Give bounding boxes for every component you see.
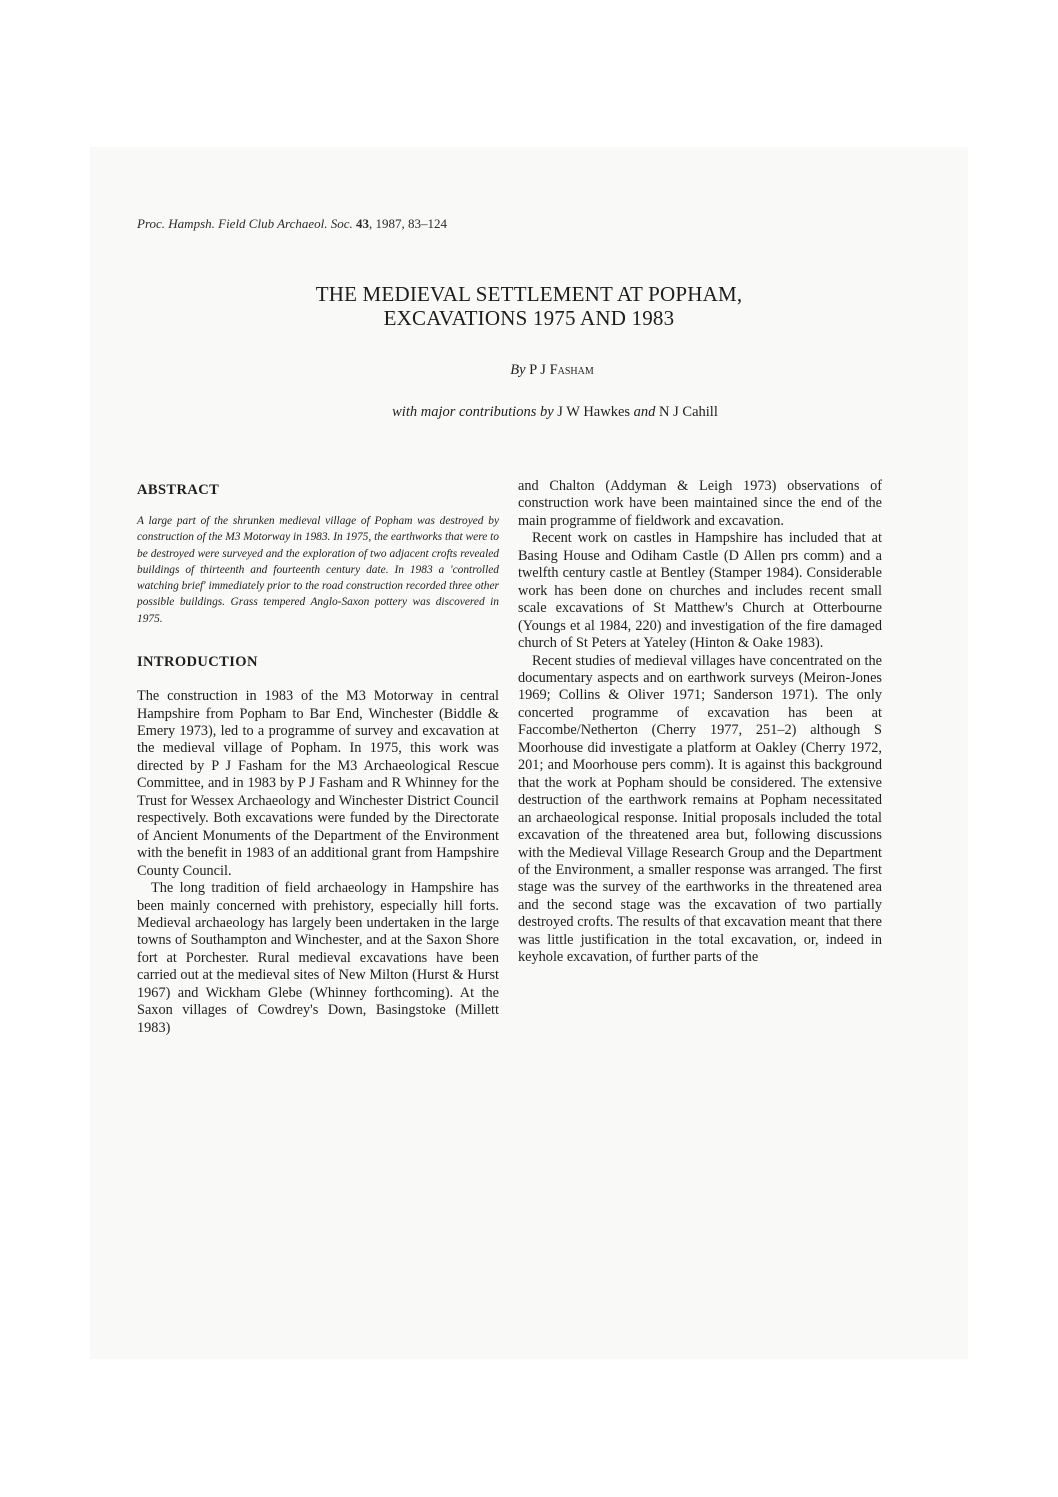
byline-prefix: By [510, 362, 526, 378]
contributors-prefix: with major contributions by [392, 404, 554, 420]
right-paragraph-3: Recent studies of medieval villages have concentrated on the documentary aspects and on earthwork surveys (Meiron-Jones 1969; Collins & Oliver 1971; Sanderson 1971). The only concerted programme of excavation has been at Faccombe/Netherton (Cherry 1977, 251–2) although S Moorhouse did investigate a platform at Oakley (Cherry 1972, 201; and Moorhouse pers comm). It is against this background that the work at Popham should be considered. The extensive destruction of the earthwork remains at Popham necessitated an archaeological response. Initial proposals included the total excavation of the threatened area but, following discussions with the Medieval Village Research Group and the Department of the Environment, a smaller response was arranged. The first stage was the survey of the earthworks in the threatened area and the second stage was the excavation of two partially destroyed crofts. The results of that excavation meant that there was little justification in the total excavation, or, indeed in keyhole excavation, of further parts of the [518, 652, 882, 966]
left-column [137, 478, 499, 1037]
right-column [518, 478, 882, 967]
abstract-heading: ABSTRACT [137, 482, 220, 498]
journal-citation [137, 216, 447, 232]
title-line-1: THE MEDIEVAL SETTLEMENT AT POPHAM, [315, 282, 743, 306]
contributor-2: N J Cahill [659, 404, 718, 420]
contributor-1: J W Hawkes [557, 404, 631, 420]
volume-number: 43 [356, 216, 370, 231]
article-title [0, 282, 1058, 330]
byline [0, 362, 1058, 379]
journal-name: Proc. Hampsh. Field Club Archaeol. Soc. [137, 216, 353, 231]
right-paragraph-2: Recent work on castles in Hampshire has included that at Basing House and Odiham Castle (D Allen prs comm) and a twelfth century castle at Bentley (Stamper 1984). Considerable work has been done on churches and includes recent small scale excavations of St Matthew's Church at Otterbourne (Youngs et al 1984, 220) and investigation of the fire damaged church of St Peters at Yateley (Hinton & Oake 1983). [518, 530, 882, 652]
title-line-2: EXCAVATIONS 1975 AND 1983 [383, 306, 675, 330]
intro-paragraph-1: The construction in 1983 of the M3 Motorway in central Hampshire from Popham to Bar End, Winchester (Biddle & Emery 1973), led to a programme of survey and excavation at the medieval village of Popham. In 1975, this work was directed by P J Fasham for the M3 Archaeological Rescue Committee, and in 1983 by P J Fasham and R Whinney for the Trust for Wessex Archaeology and Winchester District Council respectively. Both excavations were funded by the Directorate of Ancient Monuments of the Department of the Environment with the benefit in 1983 of an additional grant from Hampshire County Council. [137, 688, 499, 879]
introduction-heading: INTRODUCTION [137, 654, 258, 671]
right-paragraph-1: and Chalton (Addyman & Leigh 1973) observations of construction work have been maintained since the end of the main programme of fieldwork and excavation. [518, 478, 882, 529]
contributors-and: and [633, 404, 656, 420]
author-initials: P J [529, 362, 546, 378]
intro-paragraph-2: The long tradition of field archaeology in Hampshire has been mainly concerned with prehistory, especially hill forts. Medieval archaeology has largely been undertaken in the large towns of Southampton and Winchester, and at the Saxon Shore fort at Porchester. Rural medieval excavations have been carried out at the medieval sites of New Milton (Hurst & Hurst 1967) and Wickham Glebe (Whinney forthcoming). At the Saxon villages of Cowdrey's Down, Basingstoke (Millett 1983) [137, 880, 499, 1036]
author-surname: Fasham [549, 362, 594, 378]
contributors-line [0, 404, 1058, 421]
abstract-text: A large part of the shrunken medieval village of Popham was destroyed by construction of the M3 Motorway in 1983. In 1975, the earthworks that were to be destroyed were surveyed and the exploration of two adjacent crofts revealed buildings of thirteenth and fourteenth century date. In 1983 a 'controlled watching brief' immediately prior to the road construction recorded three other possible buildings. Grass tempered Anglo-Saxon pottery was discovered in 1975. [137, 515, 499, 625]
year-pages: , 1987, 83–124 [369, 216, 448, 231]
